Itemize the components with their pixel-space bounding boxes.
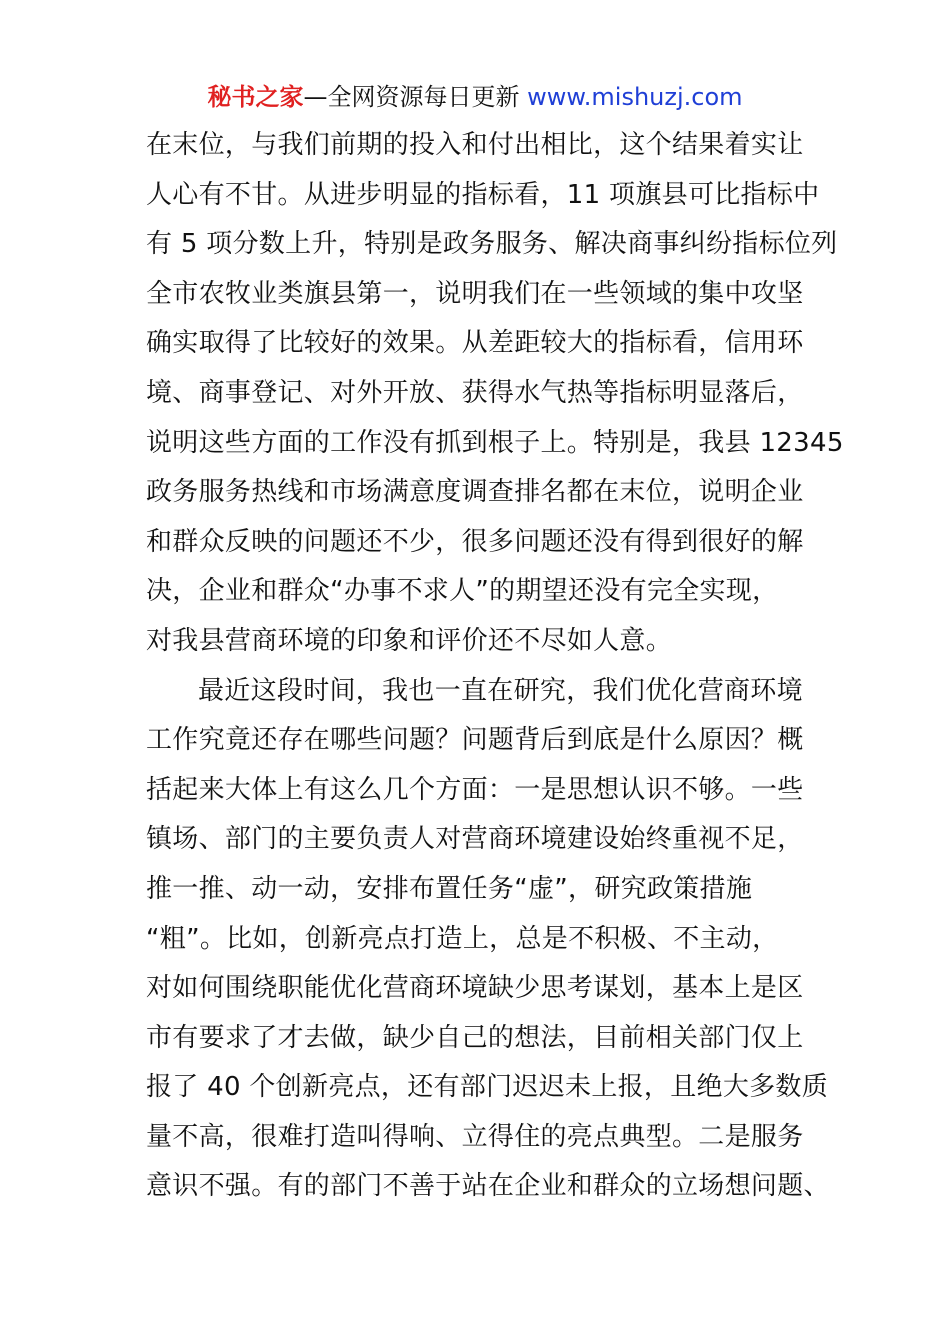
website-link[interactable]: www.mishuzj.com [527, 83, 743, 111]
text-line: 说明这些方面的工作没有抓到根子上。特别是，我县 12345 [146, 427, 844, 458]
text-line: 政务服务热线和市场满意度调查排名都在末位，说明企业 [146, 477, 804, 508]
text-line: 量不高，很难打造叫得响、立得住的亮点典型。二是服务 [146, 1121, 804, 1152]
paragraph-1 [146, 121, 844, 667]
text-line: 人心有不甘。从进步明显的指标看，11 项旗县可比指标中 [146, 179, 820, 210]
document-body [146, 121, 844, 1212]
text-line: 有 5 项分数上升，特别是政务服务、解决商事纠纷指标位列 [146, 229, 838, 260]
text-line: 镇场、部门的主要负责人对营商环境建设始终重视不足， [146, 824, 804, 855]
header-slogan: —全网资源每日更新 [303, 83, 520, 111]
text-line: 意识不强。有的部门不善于站在企业和群众的立场想问题、 [146, 1171, 830, 1202]
text-line: “粗”。比如，创新亮点打造上，总是不积极、不主动， [146, 923, 779, 954]
text-line: 市有要求了才去做，缺少自己的想法，目前相关部门仅上 [146, 1022, 804, 1053]
text-line: 对如何围绕职能优化营商环境缺少思考谋划，基本上是区 [146, 973, 804, 1004]
text-line: 在末位，与我们前期的投入和付出相比，这个结果着实让 [146, 130, 804, 160]
text-line: 决，企业和群众“办事不求人”的期望还没有完全实现， [146, 576, 779, 607]
text-line: 全市农牧业类旗县第一，说明我们在一些领域的集中攻坚 [146, 278, 804, 309]
text-line: 报了 40 个创新亮点，还有部门迟迟未上报，且绝大多数质 [146, 1072, 829, 1103]
text-line: 和群众反映的问题还不少，很多问题还没有得到很好的解 [146, 526, 804, 557]
text-line: 推一推、动一动，安排布置任务“虚”，研究政策措施 [146, 873, 753, 904]
text-line: 工作究竟还存在哪些问题？问题背后到底是什么原因？概 [146, 725, 804, 756]
text-line: 对我县营商环境的印象和评价还不尽如人意。 [146, 625, 673, 656]
text-line: 境、商事登记、对外开放、获得水气热等指标明显落后， [146, 377, 804, 408]
brand-name: 秘书之家 [207, 83, 304, 111]
text-line: 确实取得了比较好的效果。从差距较大的指标看，信用环 [146, 328, 804, 359]
page-header [0, 80, 950, 114]
paragraph-2 [146, 667, 830, 1213]
text-line: 括起来大体上有这么几个方面：一是思想认识不够。一些 [146, 774, 804, 805]
text-line: 最近这段时间，我也一直在研究，我们优化营商环境 [198, 675, 803, 706]
